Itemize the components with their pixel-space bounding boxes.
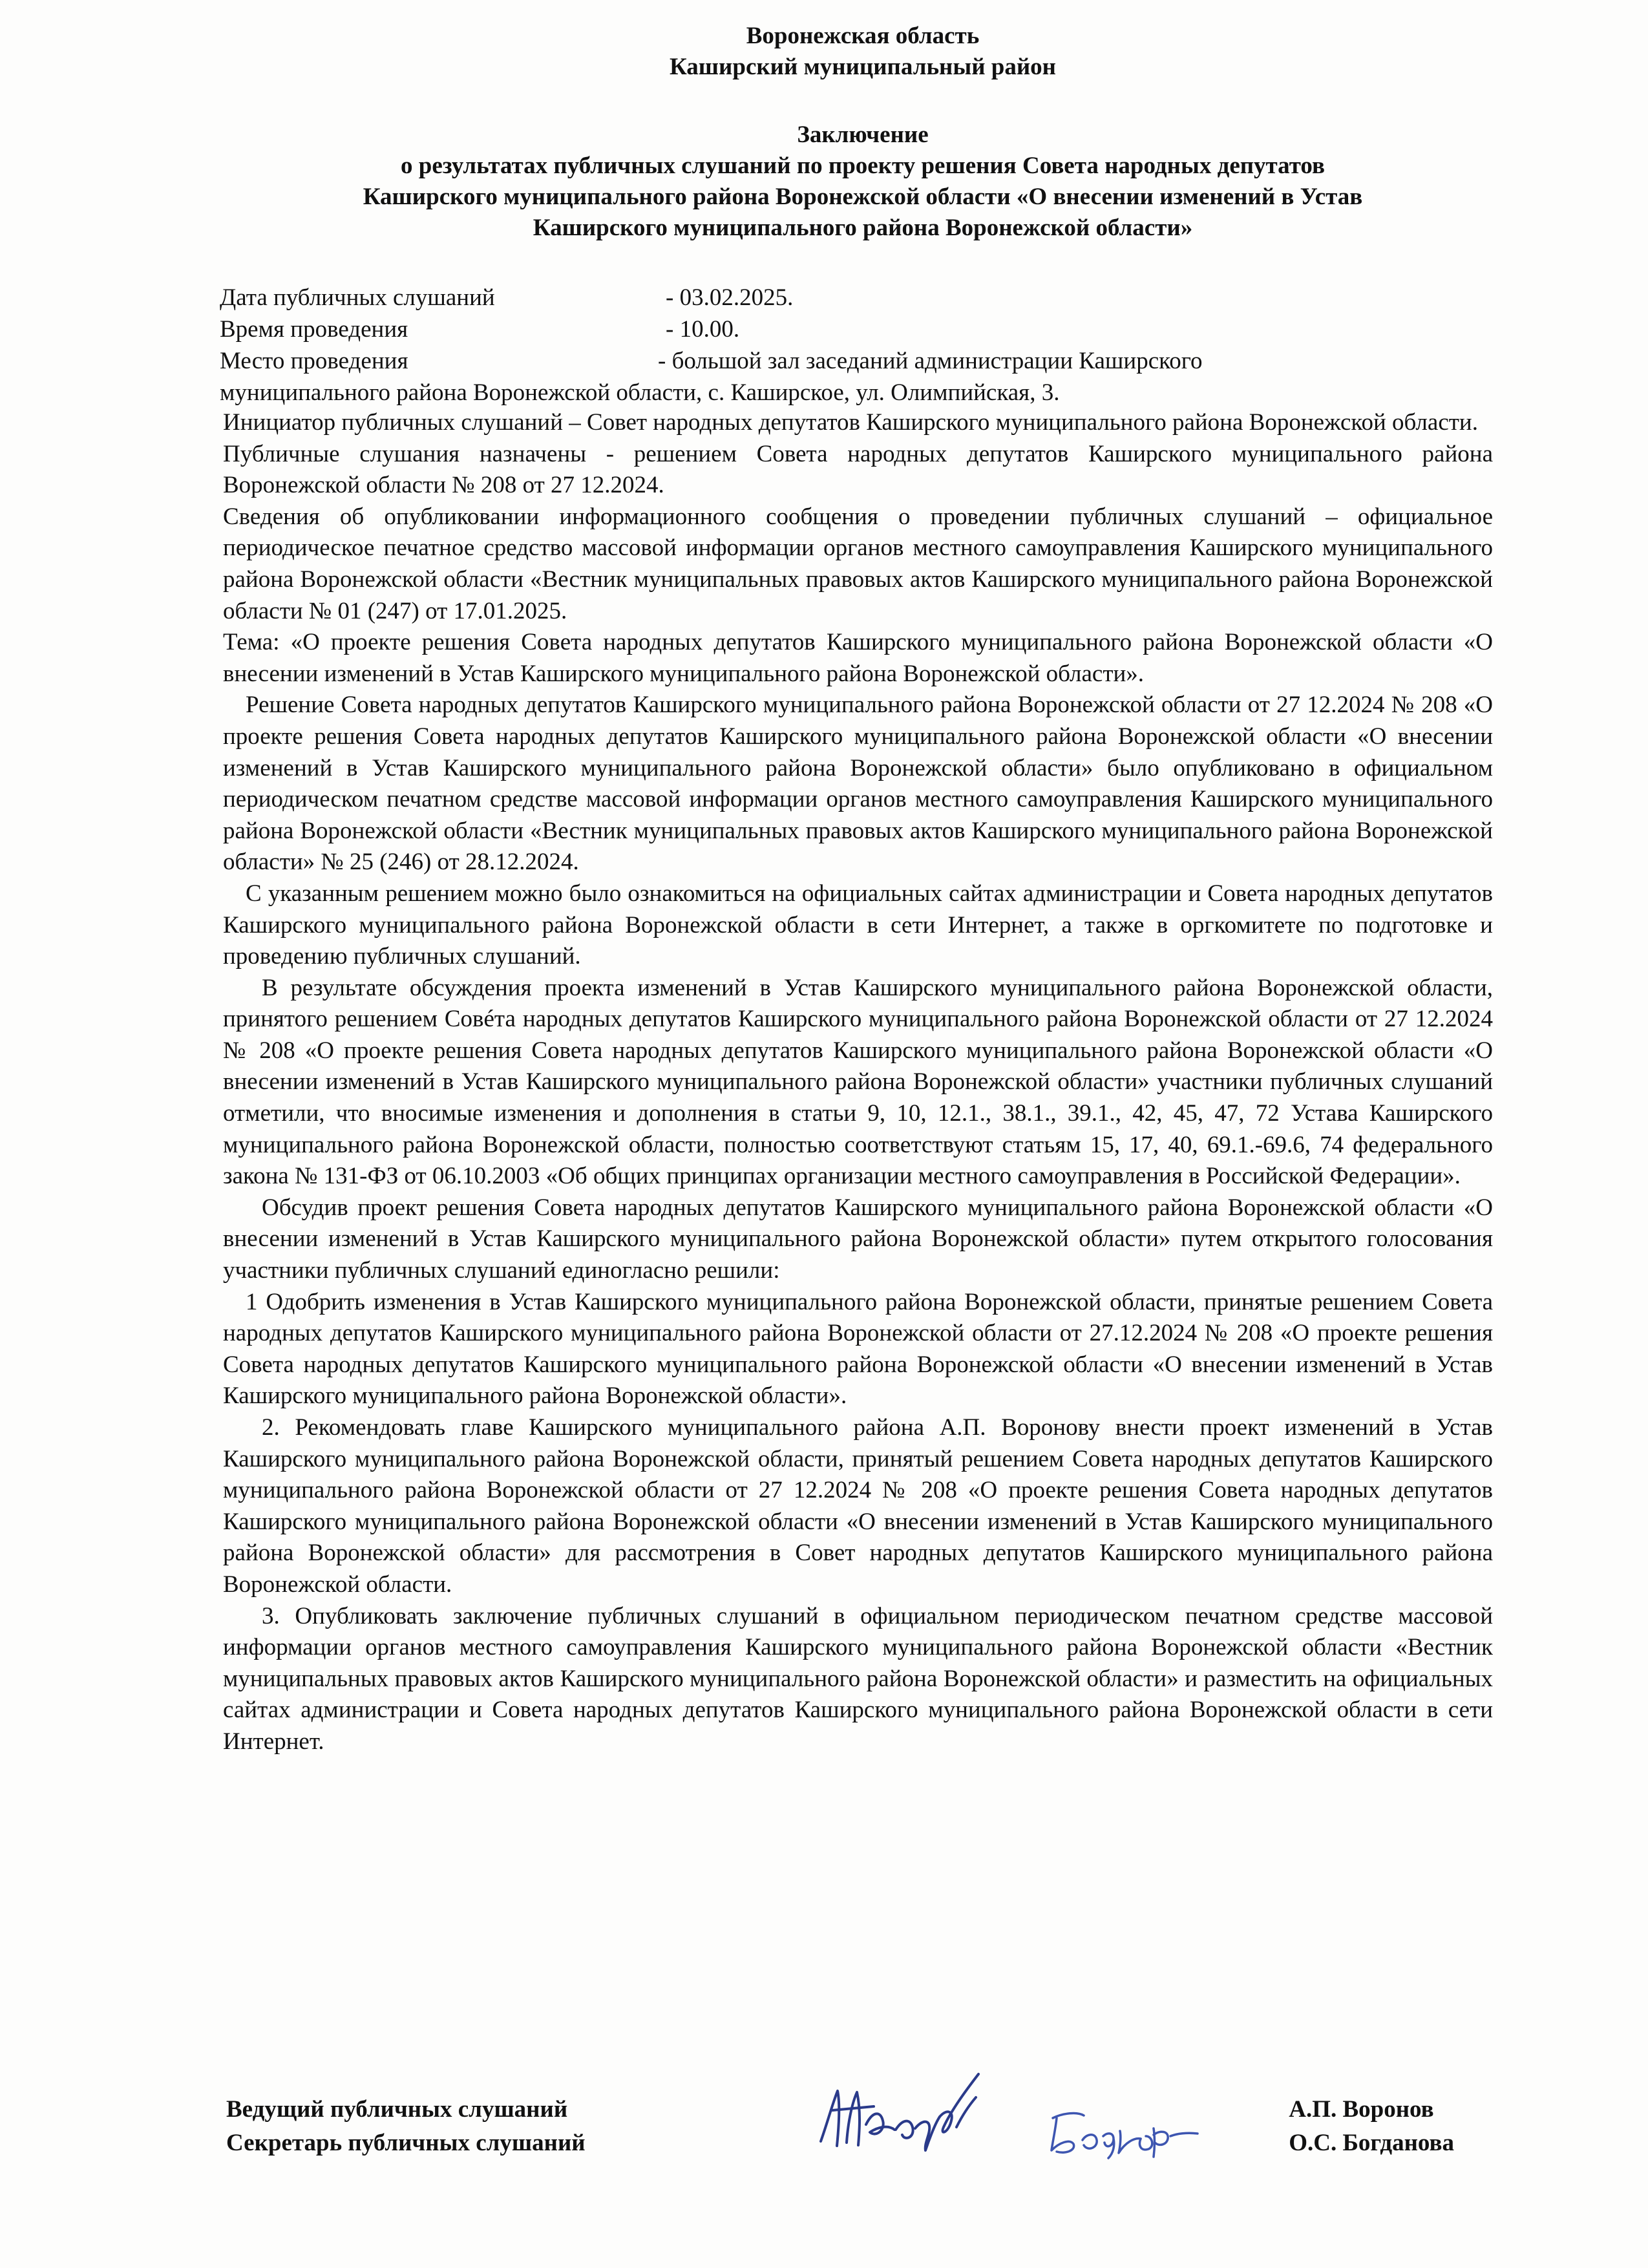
hearing-date-row (220, 282, 1493, 313)
hearing-time-label: Время проведения (220, 316, 408, 343)
chair-name: А.П. Воронов (1289, 2096, 1434, 2123)
district-heading: Каширский муниципальный район (669, 54, 1057, 80)
document-subtitle-line-1: о результатах публичных слушаний по проекту решения Совета народных депутатов (401, 153, 1325, 179)
hearing-place-value: - большой зал заседаний администрации Каширского (658, 348, 1203, 374)
result-paragraph: В результате обсуждения проекта изменений в Устав Каширского муниципального района Воронежской области, принятого решением Совéта народных депутатов Каширского муниципального района Воронежской области от 27 12.2024 № 208 «О проекте решения Совета народных депутатов Каширского муниципального района Воронежской области «О внесении изменений в Устав Каширского муниципального района Воронежской области» участники публичных слушаний отметили, что вносимые изменения и дополнения в статьи 9, 10, 12.1., 38.1., 39.1., 42, 45, 47, 72 Устава Каширского муниципального района Воронежской области, полностью соответствуют статьям 15, 17, 40, 69.1.-69.6, 74 федерального закона № 131-ФЗ от 06.10.2003 «Об общих принципах организации местного самоуправления в Российской Федерации». (223, 974, 1493, 1190)
resolution-item-2: 2. Рекомендовать главе Каширского муниципального района А.П. Воронову внести проект изменений в Устав Каширского муниципального района Воронежской области, принятый решением Совета народных депутатов Каширского муниципального района Воронежской области от 27 12.2024 № 208 «О проекте решения Совета народных депутатов Каширского муниципального района Воронежской области «О внесении изменений в Устав Каширского муниципального района Воронежской области» для рассмотрения в Совет народных депутатов Каширского муниципального района Воронежской области. (223, 1414, 1493, 1598)
signature-names (1289, 2093, 1454, 2160)
hearing-time-row (220, 313, 1493, 345)
hearing-time-value: - 10.00. (666, 316, 740, 343)
document-body (223, 407, 1493, 1758)
resolution-item-1: 1 Одобрить изменения в Устав Каширского муниципального района Воронежской области, принятые решением Совета народных депутатов Каширского муниципального района Воронежской области от 27.12.2024 № 208 «О проекте решения Совета народных депутатов Каширского муниципального района Воронежской области «О внесении изменений в Устав Каширского муниципального района Воронежской области». (223, 1288, 1493, 1410)
topic-paragraph: Тема: «О проекте решения Совета народных депутатов Каширского муниципального района Воронежской области «О внесении изменений в Устав Каширского муниципального района Воронежской области». (223, 629, 1493, 687)
resolution-item-3: 3. Опубликовать заключение публичных слушаний в официальном периодическом печатном средстве массовой информации органов местного самоуправления Каширского муниципального района Воронежской области «Вестник муниципальных правовых актов Каширского муниципального района Воронежской области» и разместить на официальных сайтах администрации и Совета народных депутатов Каширского муниципального района Воронежской области в сети Интернет. (223, 1602, 1493, 1755)
signature-roles (226, 2093, 586, 2160)
secretary-role-label: Секретарь публичных слушаний (226, 2130, 586, 2156)
document-header (220, 21, 1506, 83)
document-title: Заключение (797, 122, 929, 148)
hearing-place-row (220, 345, 1493, 377)
chair-role-label: Ведущий публичных слушаний (226, 2096, 568, 2123)
appointed-paragraph: Публичные слушания назначены - решением Совета народных депутатов Каширского муниципального района Воронежской области № 208 от 27 12.2024. (223, 440, 1493, 499)
availability-paragraph: С указанным решением можно было ознакомиться на официальных сайтах администрации и Совета народных депутатов Каширского муниципального района Воронежской области в сети Интернет, а также в оргкомитете по подготовке и проведению публичных слушаний. (223, 880, 1493, 970)
secretary-handwritten-signature (1044, 2104, 1205, 2162)
document-title-block (220, 120, 1506, 244)
document-subtitle-line-2: Каширского муниципального района Воронежской области «О внесении изменений в Устав (363, 184, 1363, 210)
decision-paragraph: Решение Совета народных депутатов Каширского муниципального района Воронежской области от 27 12.2024 № 208 «О проекте решения Совета народных депутатов Каширского муниципального района Воронежской области «О внесении изменений в Устав Каширского муниципального района Воронежской области» было опубликовано в официальном периодическом печатном средстве массовой информации органов местного самоуправления Каширского муниципального района Воронежской области «Вестник муниципальных правовых актов Каширского муниципального района Воронежской области» № 25 (246) от 28.12.2024. (223, 692, 1493, 876)
secretary-name: О.С. Богданова (1289, 2130, 1454, 2156)
hearing-date-value: - 03.02.2025. (666, 284, 794, 311)
hearing-place-label: Место проведения (220, 348, 408, 374)
hearing-place-continuation: муниципального района Воронежской области, с. Каширское, ул. Олимпийская, 3. (220, 379, 1060, 406)
hearing-details (220, 282, 1493, 408)
document-subtitle-line-3: Каширского муниципального района Воронежской области» (533, 215, 1193, 241)
discussion-paragraph: Обсудив проект решения Совета народных депутатов Каширского муниципального района Воронежской области «О внесении изменений в Устав Каширского муниципального района Воронежской области» путем открытого голосования участники публичных слушаний единогласно решили: (223, 1194, 1493, 1284)
chair-handwritten-signature (801, 2065, 1008, 2162)
initiator-paragraph: Инициатор публичных слушаний – Совет народных депутатов Каширского муниципального района Воронежской области. (223, 409, 1478, 436)
publication-paragraph: Сведения об опубликовании информационного сообщения о проведении публичных слушаний – официальное периодическое печатное средство массовой информации органов местного самоуправления Каширского муниципального района Воронежской области «Вестник муниципальных правовых актов Каширского муниципального района Воронежской области № 01 (247) от 17.01.2025. (223, 503, 1493, 624)
region-heading: Воронежская область (746, 23, 980, 49)
hearing-date-label: Дата публичных слушаний (220, 284, 495, 311)
